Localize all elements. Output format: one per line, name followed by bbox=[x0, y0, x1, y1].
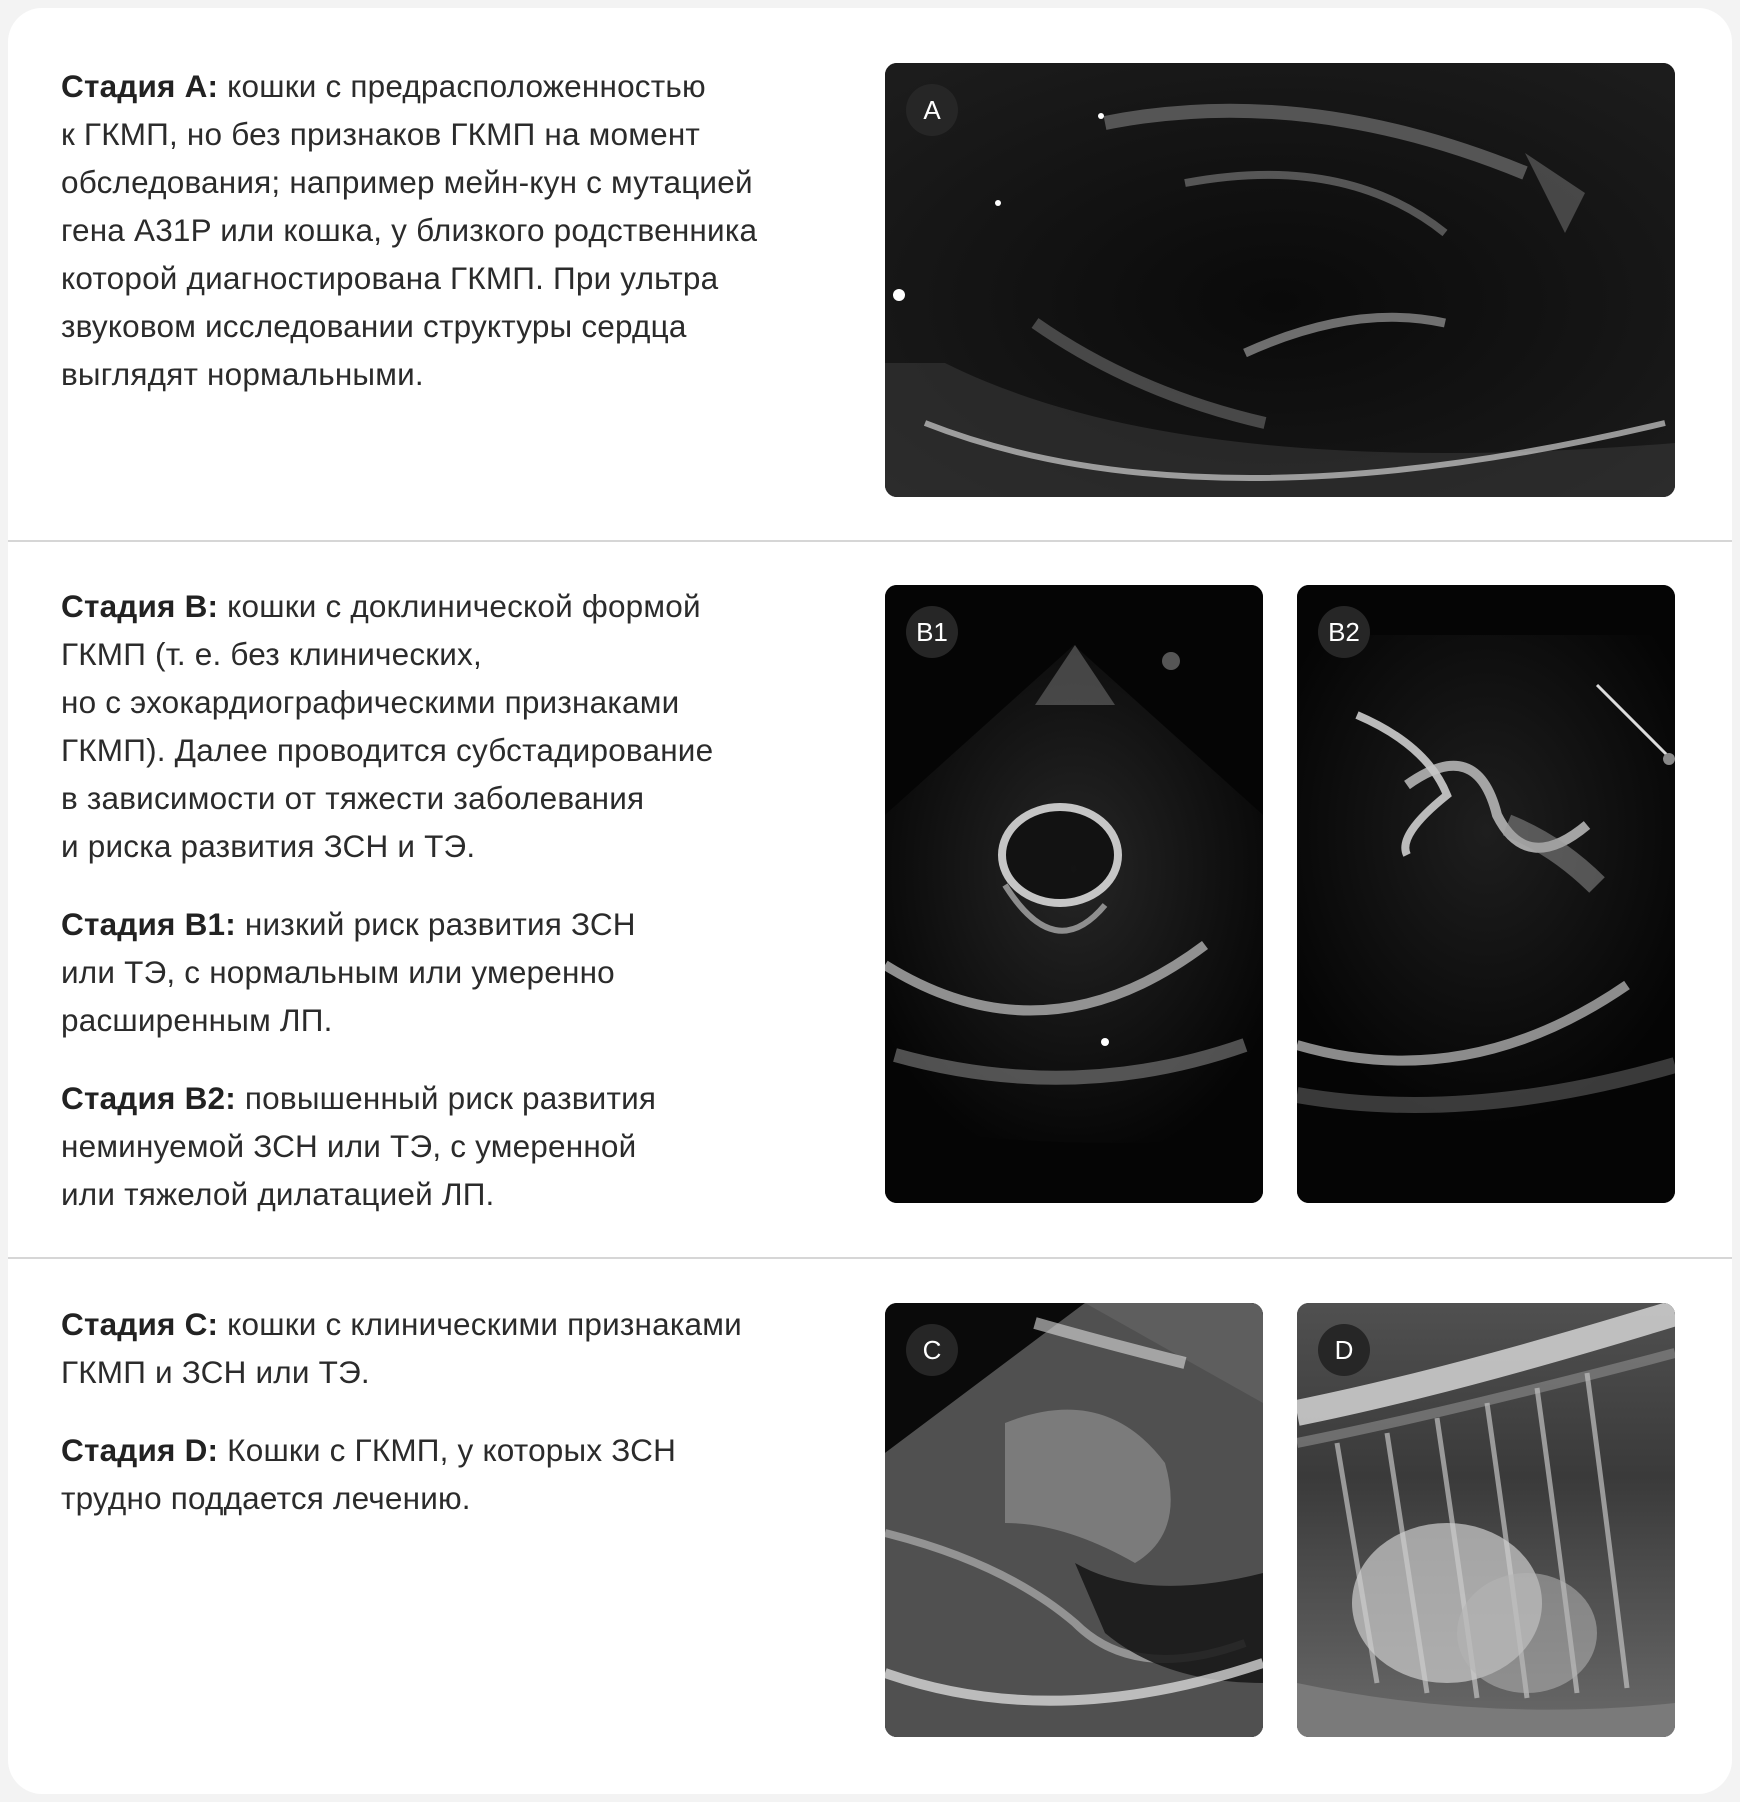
stage-c-label: Стадия C: bbox=[61, 1306, 219, 1342]
echo-image-a-graphic bbox=[885, 63, 1675, 497]
stage-b-text: кошки с доклинической формой ГКМП (т. е. без клинических, но с эхокардиографическими признаками ГКМП). Далее проводится субстадирование в зависимости от тяжести заболевания и риска развития ЗСН и ТЭ. bbox=[61, 588, 714, 864]
stage-a-text: кошки с предрасположенностью к ГКМП, но без признаков ГКМП на момент обследования; например мейн-кун с мутацией гена A31P или кошка, у близкого родственника которой диагностирована ГКМП. При ультра звуковом исследовании структуры сердца выглядят нормальными. bbox=[61, 68, 758, 392]
stage-d-text: Кошки с ГКМП, у которых ЗСН трудно поддается лечению. bbox=[61, 1432, 677, 1516]
echo-image-c bbox=[885, 1303, 1263, 1737]
stage-b1-text: низкий риск развития ЗСН или ТЭ, с нормальным или умеренно расширенным ЛП. bbox=[61, 906, 636, 1038]
stage-b-label: Стадия B: bbox=[61, 588, 219, 624]
stage-b1-label: Стадия B1: bbox=[61, 906, 236, 942]
stage-a-description bbox=[61, 62, 851, 398]
stages-card bbox=[8, 8, 1732, 1794]
stage-b2-label: Стадия B2: bbox=[61, 1080, 236, 1116]
stage-a-label: Стадия А: bbox=[61, 68, 219, 104]
section-divider bbox=[8, 540, 1732, 542]
xray-image-d bbox=[1297, 1303, 1675, 1737]
image-badge-b1: B1 bbox=[906, 606, 958, 658]
echo-image-b1-graphic bbox=[885, 585, 1263, 1203]
echo-image-b2-graphic bbox=[1297, 585, 1675, 1203]
echo-image-b1 bbox=[885, 585, 1263, 1203]
image-badge-b2: B2 bbox=[1318, 606, 1370, 658]
image-badge-d: D bbox=[1318, 1324, 1370, 1376]
section-divider bbox=[8, 1257, 1732, 1259]
stage-c-text: кошки с клиническими признаками ГКМП и ЗСН или ТЭ. bbox=[61, 1306, 742, 1390]
stage-cd-description bbox=[61, 1300, 851, 1522]
stage-d-label: Стадия D: bbox=[61, 1432, 219, 1468]
echo-image-a bbox=[885, 63, 1675, 497]
stage-b2-text: повышенный риск развития неминуемой ЗСН или ТЭ, с умеренной или тяжелой дилатацией ЛП. bbox=[61, 1080, 657, 1212]
echo-image-b2 bbox=[1297, 585, 1675, 1203]
image-badge-a: A bbox=[906, 84, 958, 136]
image-badge-c: C bbox=[906, 1324, 958, 1376]
stage-b-description bbox=[61, 582, 851, 1218]
